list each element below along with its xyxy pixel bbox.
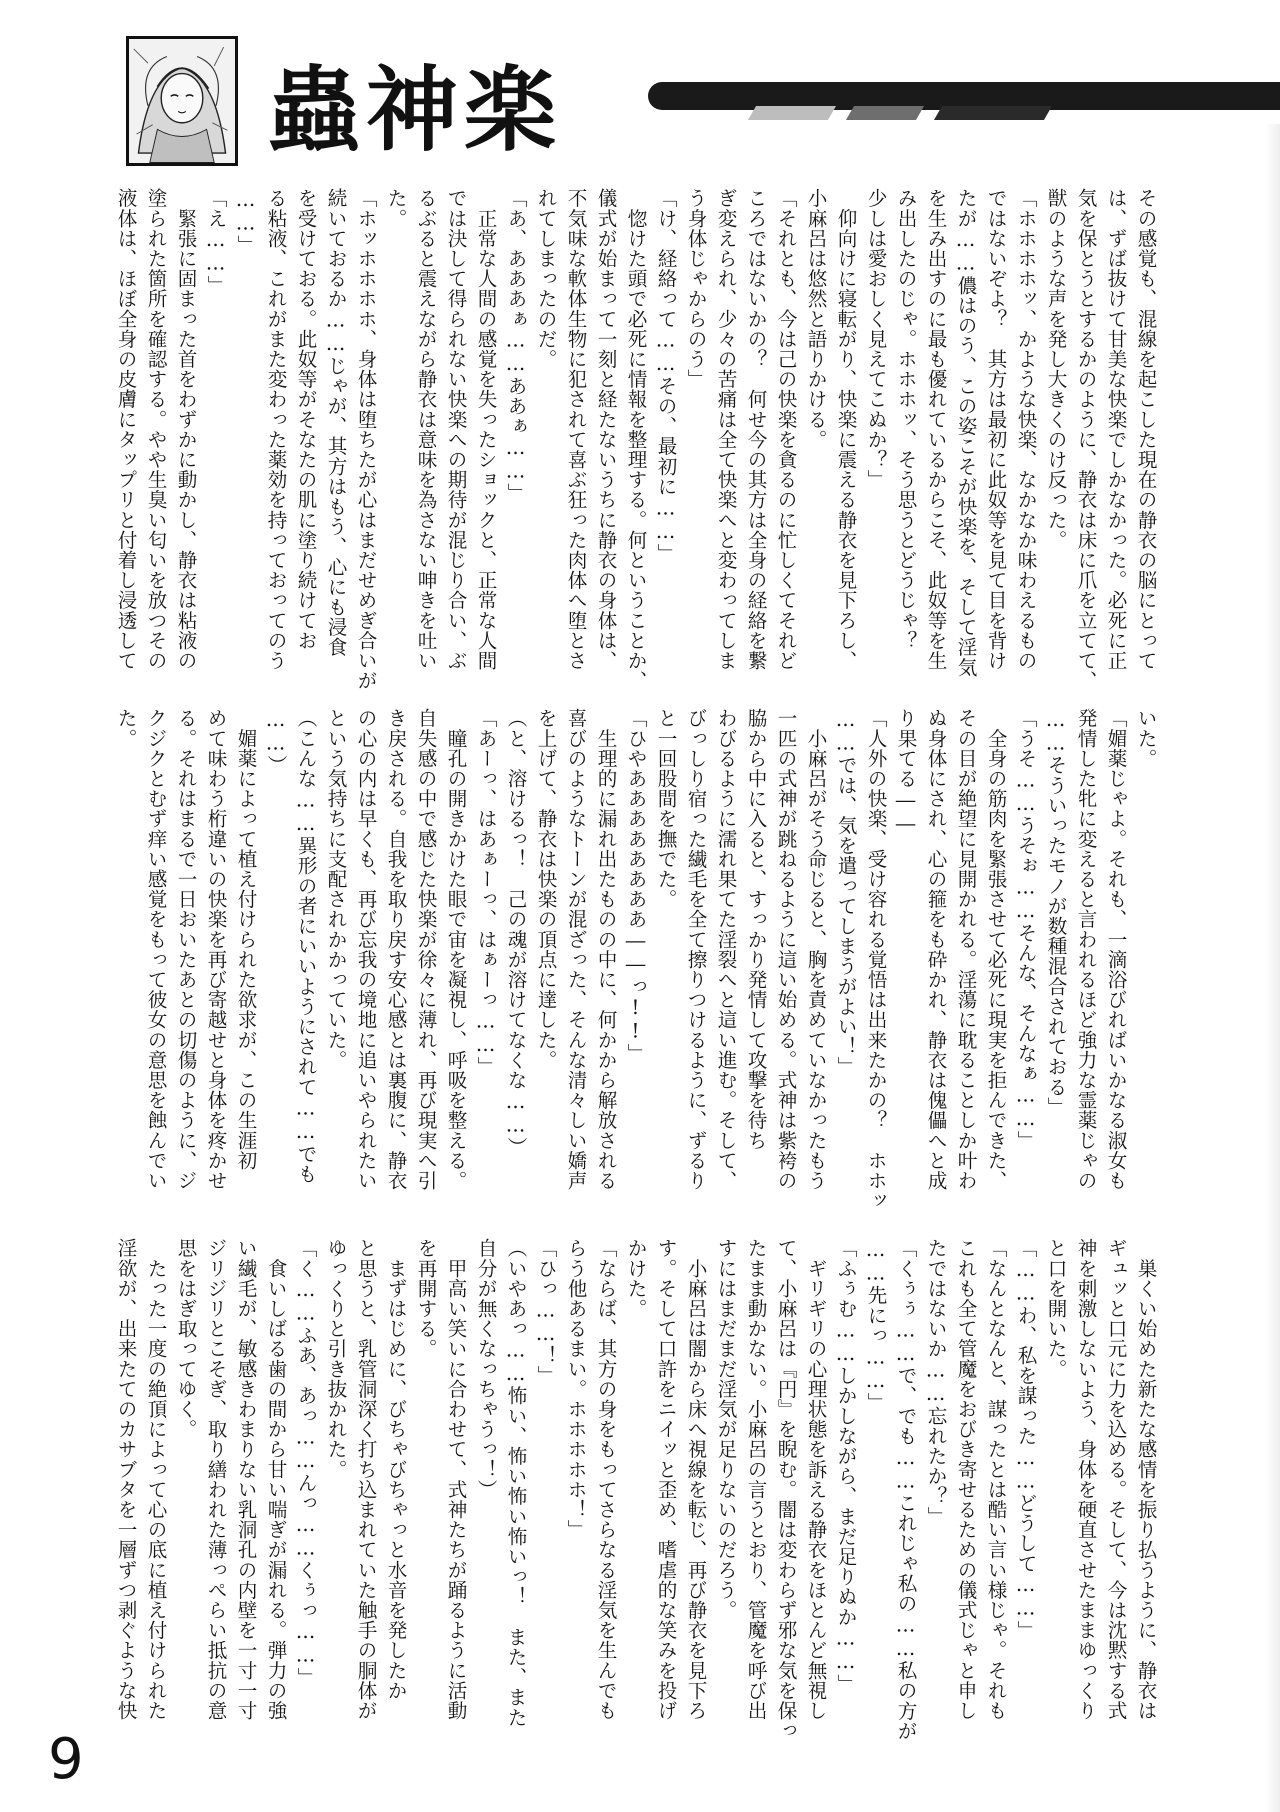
text-line: （いやあっ……怖い、怖い怖い怖いっ！ また、また: [504, 1238, 527, 1728]
text-line: ……」: [234, 188, 257, 256]
text-line: 一匹の式神が跳ねるように這い始める。式神は紫袴の: [774, 708, 797, 1191]
text-line: 淫欲が、出来たてのカサブタを一層ずつ剥ぐような快: [114, 1238, 137, 1721]
text-line: 「媚薬じゃよ。それも、一滴浴びればいかなる淑女も: [1104, 708, 1127, 1191]
text-line: と一回股間を撫でた。: [654, 708, 677, 909]
text-line: を上げて、静衣は快楽の頂点に達した。: [534, 708, 557, 1070]
text-line: 「なんとなんと、謀ったとは酷い言い様じゃ。それも: [984, 1238, 1007, 1721]
text-line: 思をはぎ取ってゆく。: [174, 1238, 197, 1439]
text-line: を再開する。: [414, 1238, 437, 1359]
text-block-1: [114, 188, 1160, 700]
text-line: これも全て管魔をおびき寄せるための儀式じゃと申し: [954, 1238, 977, 1721]
text-line: と口を開いた。: [1044, 1238, 1067, 1379]
text-line: 媚薬によって植え付けられた欲求が、この生涯初: [234, 708, 257, 1171]
page-title: 蟲神楽: [268, 56, 563, 164]
text-line: （と、溶けるっ！ 己の魂が溶けてなくな……）: [504, 708, 527, 1157]
header-stripe-mid: [846, 106, 924, 120]
text-line: では決して得られない快楽への期待が混じり合い、ぶ: [444, 188, 467, 671]
text-line: 「ひやああああああああ――っ!!」: [624, 708, 647, 1064]
text-line: 気を保とうとするかのように、静衣は床に爪を立てて、: [1074, 188, 1097, 691]
text-block-2: [114, 708, 1160, 1228]
text-line: 小麻呂は闇から床へ視線を転じ、再び静衣を見下ろ: [684, 1238, 707, 1721]
text-line: ギリギリの心理状態を訴える静衣をほとんど無視し: [804, 1238, 827, 1721]
text-line: たではないか……忘れたか？」: [924, 1238, 947, 1527]
text-line: たまま動かない。小麻呂の言うとおり、管魔を呼び出: [744, 1238, 767, 1721]
text-line: ころではないかの？ 何せ今の其方は全身の経絡を繋: [744, 188, 767, 671]
text-line: 生理的に漏れ出たものの中に、何かから解放される: [594, 708, 617, 1191]
text-line: み出したのじゃ。ホホホッ、そう思うとどうじゃ？: [894, 188, 917, 651]
text-line: い繊毛が、敏感きわまりない乳洞孔の内壁を一寸一寸: [234, 1238, 257, 1721]
text-line: 喜びのようなトーンが混ざった、そんな清々しい嬌声: [564, 708, 587, 1191]
text-line: 自分が無くなっちゃうっ！）: [474, 1238, 497, 1500]
header-illustration: [126, 36, 238, 166]
text-line: 「うそ……うそぉ……そんな、そんなぁ……」: [1014, 708, 1037, 1151]
text-line: その目が絶望に見開かれる。淫蕩に耽ることしか叶わ: [954, 708, 977, 1191]
text-line: 瞳孔の開きかけた眼で宙を凝視し、呼吸を整える。: [444, 708, 467, 1191]
character-portrait-image: [129, 39, 235, 163]
text-line: 「あーっ、はあぁーっ、はぁーっ……」: [474, 708, 497, 1077]
text-line: ……先にっ……」: [864, 1238, 887, 1413]
text-line: 食いしばる歯の間から甘い喘ぎが漏れる。弾力の強: [264, 1238, 287, 1721]
text-line: 発情した牝に変えると言われるほど強力な霊薬じゃの: [1074, 708, 1097, 1191]
text-line: 塗られた箇所を確認する。やや生臭い匂いを放つその: [144, 188, 167, 671]
text-line: 小麻呂がそう命じると、胸を責めていなかったもう: [804, 708, 827, 1191]
text-line: 「え……」: [204, 188, 227, 296]
text-block-3: [114, 1238, 1160, 1778]
text-line: 「それとも、今は己の快楽を貪るのに忙しくてそれど: [774, 188, 797, 671]
text-line: た。: [114, 708, 137, 749]
text-line: 儀式が始まって一刻と経たないうちに静衣の身体は、: [594, 188, 617, 671]
page-edge-shadow: [1248, 124, 1280, 1812]
text-line: 液体は、ほぼ全身の皮膚にタップリと付着し浸透して: [114, 188, 137, 671]
text-line: かけた。: [624, 1238, 647, 1319]
text-line: 「ならば、其方の身をもってさらなる淫気を生んでも: [594, 1238, 617, 1721]
text-line: 自失感の中で感じた快楽が徐々に薄れ、再び現実へ引: [414, 708, 437, 1191]
header-stripe-light: [748, 106, 836, 120]
text-line: 「ふぅむ……しかしながら、まだ足りぬか……」: [834, 1238, 857, 1694]
text-line: ……では、気を遣ってしまうがよい！」: [834, 708, 857, 1077]
text-line: と思うと、乳管洞深く打ち込まれていた触手の胴体が: [354, 1238, 377, 1721]
text-line: す。そして口許をニイッと歪め、嗜虐的な笑みを投げ: [654, 1238, 677, 1721]
text-line: 全身の筋肉を緊張させて必死に現実を拒んできた、: [984, 708, 1007, 1191]
text-line: という気持ちに支配されかかっていた。: [324, 708, 347, 1070]
text-line: 「く……ふあ、あっ……んっ……くぅっ……」: [294, 1238, 317, 1688]
text-line: 続いておるか……じゃが、其方はもう、心にも浸食: [324, 188, 347, 658]
text-line: ギュッと口元に力を込める。そして、今は沈黙する式: [1104, 1238, 1127, 1721]
text-line: は、ずば抜けて甘美な快楽でしかなかった。必死に正: [1104, 188, 1127, 671]
header-stripe-dark: [934, 106, 1052, 120]
text-line: いた。: [1134, 708, 1157, 769]
text-line: ぬ身体にされ、心の箍をも砕かれ、静衣は傀儡へと成: [924, 708, 947, 1191]
text-line: 少しは愛おしく見えてこぬか？」: [864, 188, 887, 490]
text-line: 「け、経絡って……その、最初に……」: [654, 188, 677, 564]
text-line: るぶると震えながら静衣は意味を為さない呻きを吐い: [414, 188, 437, 671]
text-line: その感覚も、混線を起こした現在の静衣の脳にとって: [1134, 188, 1157, 671]
text-line: わびるように濡れ果てた淫裂へと這い進む。そして、: [714, 708, 737, 1191]
text-line: たった一度の絶頂によって心の底に植え付けられた: [144, 1238, 167, 1721]
text-line: ではないぞよ？ 其方は最初に此奴等を見て目を背け: [984, 188, 1007, 671]
text-line: 「ホッホホホホ、身体は堕ちたが心はまだせめぎ合いが: [354, 188, 377, 691]
text-line: 「ひっ……！」: [534, 1238, 557, 1386]
text-line: 「……わ、私を謀った……どうして……」: [1014, 1238, 1037, 1641]
text-line: ……そういったモノが数種混合されておる」: [1044, 708, 1067, 1117]
text-line: 脇から中に入ると、すっかり発情して攻撃を待ち: [744, 708, 767, 1151]
text-line: 「人外の快楽、受け容れる覚悟は出来たかの？ ホホッ: [864, 708, 887, 1211]
text-line: まずはじめに、びちゃびちゃっと水音を発したか: [384, 1238, 407, 1701]
text-line: めて味わう桁違いの快楽を再び寄越せと身体を疼かせ: [204, 708, 227, 1191]
text-line: 不気味な軟体生物に犯されて喜ぶ狂った肉体へ堕とさ: [564, 188, 587, 671]
text-line: 「くぅぅ……で、でも……これじゃ私の……私の方が: [894, 1238, 917, 1741]
text-line: 仰向けに寝転がり、快楽に震える静衣を見下ろし、: [834, 188, 857, 671]
text-line: 「あ、あああぁ……ああぁ……」: [504, 188, 527, 504]
text-line: う身体じゃからのう」: [684, 188, 707, 389]
text-line: の心の内は早くも、再び忘我の境地に追いやられたい: [354, 708, 377, 1191]
text-line: る。それはまるで一日おいたあとの切傷のように、ジ: [174, 708, 197, 1191]
text-line: を受けておる。此奴等がそなたの肌に塗り続けてお: [294, 188, 317, 651]
text-line: 「ホホホホッ、かような快楽、なかなか味わえるもの: [1014, 188, 1037, 671]
text-line: 小麻呂は悠然と語りかける。: [804, 188, 827, 450]
text-line: り果てる――: [894, 708, 917, 836]
text-line: 獣のような声を発し大きくのけ反った。: [1044, 188, 1067, 550]
text-line: た。: [384, 188, 407, 229]
text-line: る粘液、これがまた変わった薬効を持っておってのう: [264, 188, 287, 671]
text-line: 惚けた頭で必死に情報を整理する。何ということか、: [624, 188, 647, 691]
text-line: ジリジリとこそぎ、取り繕われた薄っぺらい抵抗の意: [204, 1238, 227, 1721]
text-line: れてしまったのだ。: [534, 188, 557, 369]
text-line: クジクとむず痒い感覚をもって彼女の意思を蝕んでい: [144, 708, 167, 1191]
text-line: 正常な人間の感覚を失ったショックと、正常な人間: [474, 188, 497, 671]
text-line: て、小麻呂は『円』を睨む。闇は変わらず邪な気を保っ: [774, 1238, 797, 1741]
text-line: ぎ変えられ、少々の苦痛は全て快楽へと変わってしま: [714, 188, 737, 671]
text-line: き戻される。自我を取り戻す安心感とは裏腹に、静衣: [384, 708, 407, 1191]
text-line: を生み出すのに最も優れているからこそ、此奴等を生: [924, 188, 947, 671]
text-line: らう他あるまい。ホホホホホ！」: [564, 1238, 587, 1540]
text-line: すにはまだまだ淫気が足りないのだろう。: [714, 1238, 737, 1620]
text-line: ゆっくりと引き抜かれた。: [324, 1238, 347, 1480]
text-line: 甲高い笑いに合わせて、式神たちが踊るように活動: [444, 1238, 467, 1721]
text-line: （こんな……異形の者にいいようにされて……でも: [294, 708, 317, 1184]
text-line: 巣くい始めた新たな感情を振り払うように、静衣は: [1134, 1238, 1157, 1721]
text-line: びっしり宿った繊毛を全て擦りつけるように、ずるり: [684, 708, 707, 1191]
text-line: 神を刺激しないよう、身体を硬直させたままゆっくり: [1074, 1238, 1097, 1721]
text-line: 緊張に固まった首をわずかに動かし、静衣は粘液の: [174, 188, 197, 671]
text-line: たが……儂はのう、この姿こそが快楽を、そして淫気: [954, 188, 977, 678]
text-line: ……）: [264, 708, 287, 776]
page-number: 9: [48, 1727, 84, 1792]
